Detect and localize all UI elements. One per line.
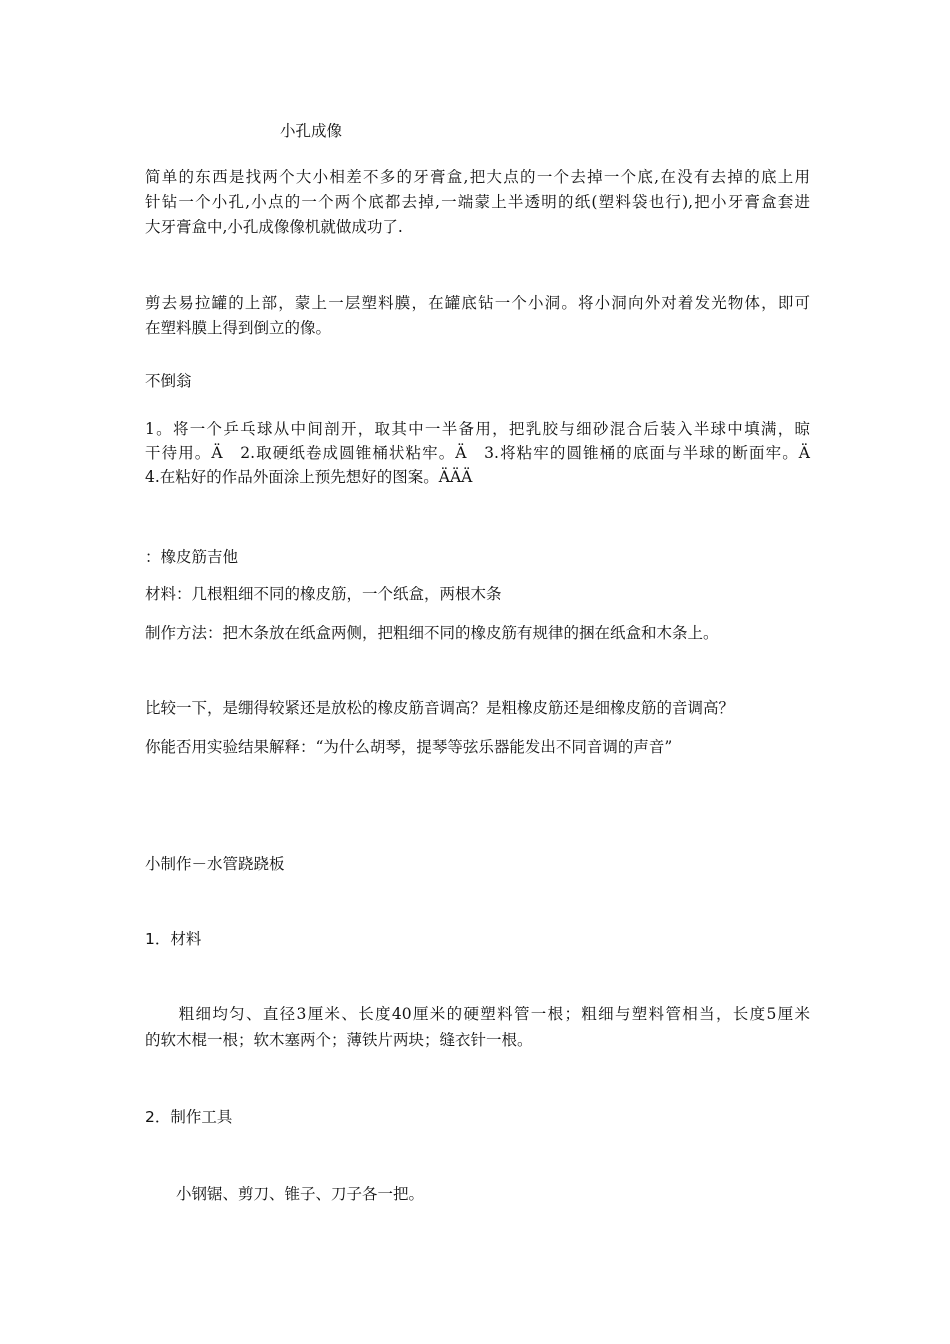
section-1-heading: 1．材料 xyxy=(145,930,202,948)
paragraph-tumbler-line-3: 4.在粘好的作品外面涂上预先想好的图案。ÄÄÄ xyxy=(145,468,473,486)
paragraph-can-line-1: 剪去易拉罐的上部，蒙上一层塑料膜，在罐底钻一个小洞。将小洞向外对着发光物体，即可 xyxy=(145,294,810,312)
heading-rubber-band-guitar: ：橡皮筋吉他 xyxy=(145,548,239,566)
title-pinhole-camera: 小孔成像 xyxy=(280,122,343,140)
paragraph-pinhole-line-3: 大牙膏盒中,小孔成像像机就做成功了. xyxy=(145,218,403,236)
question-1: 比较一下，是绷得较紧还是放松的橡皮筋音调高？是粗橡皮筋还是细橡皮筋的音调高？ xyxy=(145,699,735,717)
section-2-heading: 2．制作工具 xyxy=(145,1108,233,1126)
method-text: 制作方法：把木条放在纸盒两侧，把粗细不同的橡皮筋有规律的捆在纸盒和木条上。 xyxy=(145,624,719,642)
paragraph-pinhole-line-2: 针钻一个小孔,小点的一个两个底都去掉,一端蒙上半透明的纸(塑料袋也行),把小牙膏盒套进 xyxy=(145,193,810,211)
paragraph-pinhole-line-1: 简单的东西是找两个大小相差不多的牙膏盒,把大点的一个去掉一个底,在没有去掉的底上用 xyxy=(145,168,810,186)
heading-water-pipe-seesaw: 小制作－水管跷跷板 xyxy=(145,855,285,873)
paragraph-tumbler-line-2: 干待用。Ä 2.取硬纸卷成圆锥桶状粘牢。Ä 3.将粘牢的圆锥桶的底面与半球的断面牢。Ä xyxy=(145,444,810,462)
section-1-text-line-1: 粗细均匀、直径3厘米、长度40厘米的硬塑料管一根；粗细与塑料管相当，长度5厘米 xyxy=(145,1005,810,1023)
paragraph-can-line-2: 在塑料膜上得到倒立的像。 xyxy=(145,319,332,337)
section-1-text-line-2: 的软木棍一根；软木塞两个；薄铁片两块；缝衣针一根。 xyxy=(145,1031,533,1049)
materials-text: 材料：几根粗细不同的橡皮筋，一个纸盒，两根木条 xyxy=(145,585,502,603)
heading-tumbler: 不倒翁 xyxy=(145,372,192,390)
paragraph-tumbler-line-1: 1。将一个乒乓球从中间剖开，取其中一半备用，把乳胶与细砂混合后装入半球中填满，晾 xyxy=(145,420,810,438)
section-2-text: 小钢锯、剪刀、锥子、刀子各一把。 xyxy=(145,1185,425,1203)
question-2: 你能否用实验结果解释：“为什么胡琴，提琴等弦乐器能发出不同音调的声音” xyxy=(145,738,673,756)
